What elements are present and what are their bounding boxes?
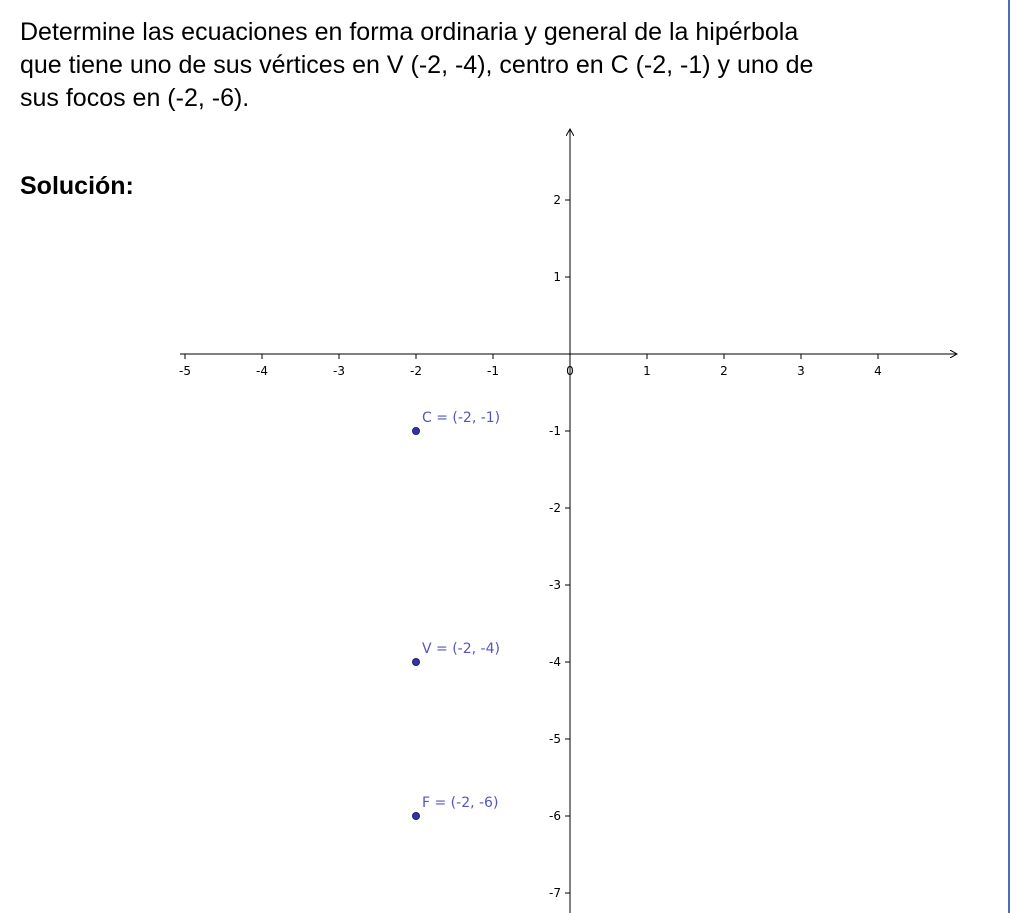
point-c bbox=[413, 428, 420, 435]
x-tick-label: 2 bbox=[720, 364, 728, 378]
y-tick-label: -1 bbox=[549, 424, 561, 438]
x-axis-ticks bbox=[179, 354, 882, 378]
y-axis-ticks bbox=[549, 193, 570, 900]
x-tick-label: 0 bbox=[566, 364, 574, 378]
x-tick-label: -3 bbox=[333, 364, 345, 378]
page-border bbox=[1008, 0, 1010, 913]
x-tick-label: 4 bbox=[874, 364, 882, 378]
axes bbox=[180, 130, 956, 913]
x-tick-label: 1 bbox=[643, 364, 651, 378]
point-v-label: V = (-2, -4) bbox=[422, 641, 500, 657]
y-tick-label: -7 bbox=[549, 886, 561, 900]
point-f bbox=[413, 813, 420, 820]
y-tick-label: -2 bbox=[549, 501, 561, 515]
x-tick-label: -1 bbox=[487, 364, 499, 378]
solution-heading: Solución: bbox=[20, 172, 134, 200]
point-c-label: C = (-2, -1) bbox=[422, 410, 501, 426]
y-tick-label: 2 bbox=[553, 193, 561, 207]
y-tick-label: -5 bbox=[549, 732, 561, 746]
y-tick-label: -6 bbox=[549, 809, 561, 823]
problem-line-2: que tiene uno de sus vértices en V (-2, -4), centro en C (-2, -1) y uno de bbox=[20, 51, 814, 79]
point-f-label: F = (-2, -6) bbox=[422, 795, 499, 811]
point-v bbox=[413, 659, 420, 666]
y-tick-label: -3 bbox=[549, 578, 561, 592]
y-tick-label: 1 bbox=[553, 270, 561, 284]
problem-line-3: sus focos en (-2, -6). bbox=[20, 84, 250, 112]
data-points bbox=[413, 410, 501, 820]
x-tick-label: -2 bbox=[410, 364, 422, 378]
problem-line-1: Determine las ecuaciones en forma ordinaria y general de la hipérbola bbox=[20, 18, 799, 46]
x-tick-label: 3 bbox=[797, 364, 805, 378]
y-tick-label: -4 bbox=[549, 655, 561, 669]
x-tick-label: -4 bbox=[256, 364, 268, 378]
x-tick-label: -5 bbox=[179, 364, 191, 378]
